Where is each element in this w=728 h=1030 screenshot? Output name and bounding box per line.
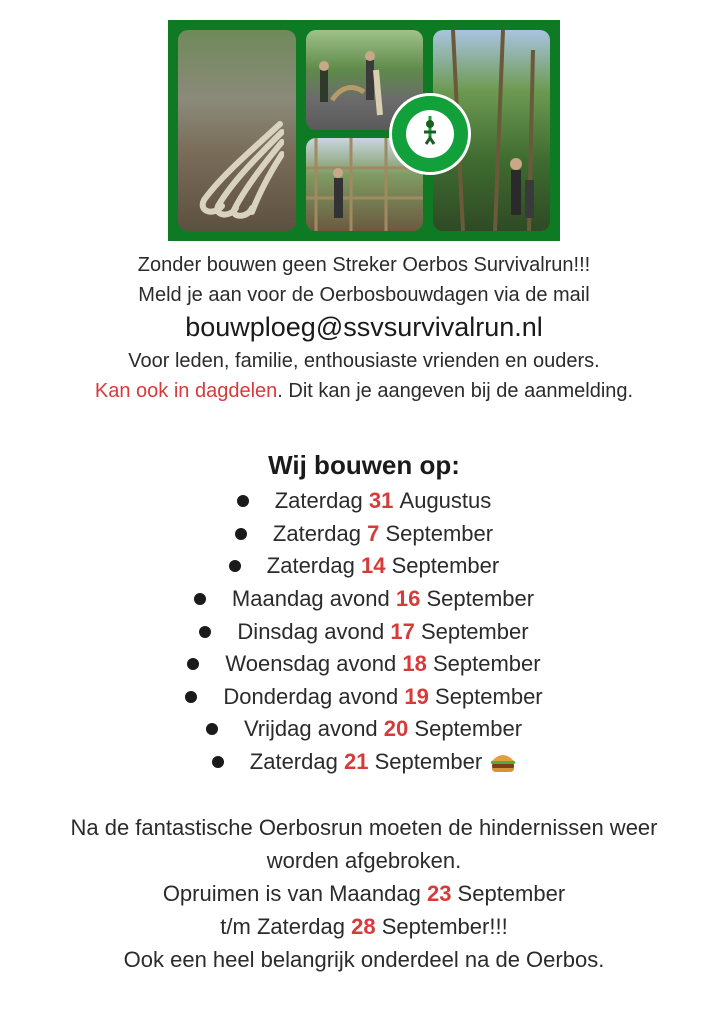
parts-rest: . Dit kan je aangeven bij de aanmelding. [277,380,634,402]
signup-line: Meld je aan voor de Oerbosbouwdagen via de mail [138,284,590,306]
date-number: 16 [395,586,421,612]
bullet-icon [237,495,249,507]
list-item [0,746,728,779]
cleanup-dates-line [0,881,728,907]
rope-illustration [192,120,284,220]
cleanup-start-text: Opruimen is van Maandag [162,881,427,906]
intro-line: Zonder bouwen geen Streker Oerbos Survivalrun!!! [137,254,591,276]
date-number: 19 [404,683,429,709]
date-day: Maandag avond [231,586,390,612]
bullet-icon [194,593,206,605]
cleanup-end-text: t/m Zaterdag [220,914,352,939]
date-month: September [426,586,535,612]
cleanup-start-number: 23 [426,881,452,906]
cleanup-line-1: Na de fantastische Oerbosrun moeten de hindernissen weer [70,815,658,840]
cleanup-end-line [0,914,728,940]
climber-icon [406,110,454,158]
date-day: Woensdag avond [225,651,397,677]
audience-line: Voor leden, familie, enthousiaste vrienden en ouders. [128,350,600,372]
event-logo-seal [389,93,471,175]
email-address[interactable]: bouwploeg@ssvsurvivalrun.nl [185,312,543,342]
bullet-icon [206,723,218,735]
date-month: September [432,651,541,677]
date-day: Zaterdag [274,488,363,514]
date-month: September [374,749,483,775]
list-item [0,648,728,681]
bullet-icon [199,626,211,638]
date-number: 20 [383,716,409,742]
date-month: September [435,683,543,709]
date-number: 7 [367,520,380,546]
parts-highlight: Kan ook in dagdelen [94,380,278,402]
cleanup-line-2: worden afgebroken. [266,848,462,873]
cleanup-end-number: 28 [351,914,376,939]
cleanup-start-month: September [451,881,566,906]
date-number: 21 [343,749,369,775]
date-day: Zaterdag [272,520,361,546]
rope-obstacle-photo [178,30,296,231]
parts-line [0,380,728,403]
bullet-icon [185,691,197,703]
list-item [0,615,728,648]
date-month: Augustus [399,488,492,514]
bullet-icon [229,560,241,572]
cleanup-end-month: September!!! [375,914,508,939]
date-number: 31 [368,488,394,514]
bullet-icon [187,658,199,670]
date-day: Donderdag avond [223,683,399,709]
date-number: 14 [360,553,386,579]
build-dates-list [0,485,728,778]
cleanup-line-5: Ook een heel belangrijk onderdeel na de Oerbos. [123,947,605,972]
bullet-icon [235,528,247,540]
list-item [0,485,728,518]
date-number: 17 [390,618,415,644]
schedule-heading: Wij bouwen op: [268,450,460,480]
date-day: Zaterdag [266,553,355,579]
photo-collage [168,20,560,241]
date-month: September [414,716,523,742]
list-item [0,550,728,583]
burger-icon [490,751,516,773]
date-day: Vrijdag avond [243,716,378,742]
date-month: September [391,553,500,579]
date-month: September [420,618,529,644]
list-item [0,583,728,616]
list-item [0,681,728,714]
date-day: Zaterdag [249,749,338,775]
list-item [0,518,728,551]
date-month: September [385,520,494,546]
list-item [0,713,728,746]
date-number: 18 [402,651,427,677]
bullet-icon [212,756,224,768]
date-day: Dinsdag avond [237,618,385,644]
